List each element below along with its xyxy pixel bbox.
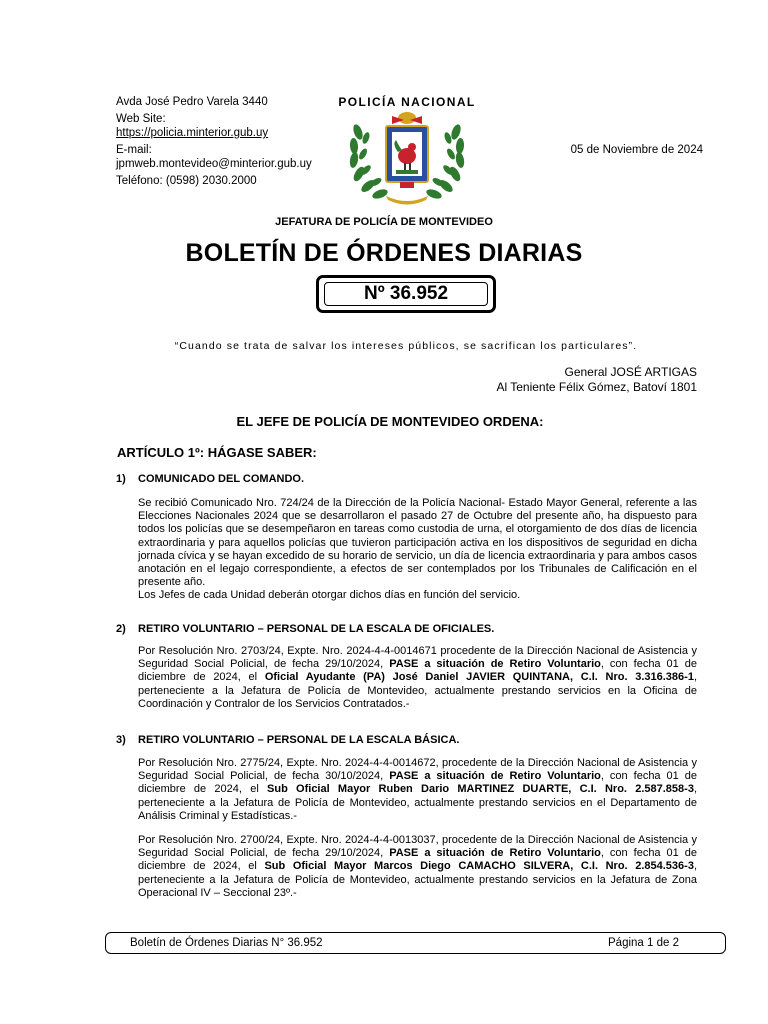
- attribution-source: Al Teniente Félix Gómez, Batoví 1801: [496, 379, 697, 394]
- paragraph-text: Por Resolución Nro. 2703/24, Expte. Nro. 2024-4-4-0014671 procedente de la Dirección Nacional de Asistencia y Seguridad Social Policial, de fecha 29/10/2024,: [138, 645, 697, 671]
- bulletin-title: BOLETÍN DE ÓRDENES DIARIAS: [185, 239, 583, 267]
- section-title: RETIRO VOLUNTARIO – PERSONAL DE LA ESCALA BÁSICA.: [138, 734, 460, 746]
- paragraph-text: Se recibió Comunicado Nro. 724/24 de la Dirección de la Policía Nacional- Estado Mayor General, referente a las Elecciones Nacionales 2024 que se desarrollaron el pasado 27 de Octubre del presente año, ha dispuesto para todos los policías que se desempeñaron en tareas como custodia de urna, el otorgamiento de dos días de licencia extraordinaria y para aquellos policías que tuvieron participación activa en los dispositivos de seguridad en dicha jornada cívica y se hayan excedido de su horario de servicio, un día de licencia extraordinaria y para ambos casos anotación en el legajo correspondiente, a efectos de ser contemplados por los Tribunales de Calificación en el presente año.: [138, 497, 697, 589]
- email-address[interactable]: jpmweb.montevideo@minterior.gub.uy: [116, 158, 312, 170]
- attribution-author: General JOSÉ ARTIGAS: [564, 365, 697, 379]
- paragraph-bold: PASE a situación de Retiro Voluntario: [389, 847, 601, 860]
- paragraph-bold: PASE a situación de Retiro Voluntario: [389, 770, 601, 783]
- footer-bulletin-ref: Boletín de Órdenes Diarias N° 36.952: [130, 937, 323, 949]
- section-number: 3): [116, 734, 126, 746]
- section-paragraph: [138, 834, 697, 900]
- address: Avda José Pedro Varela 3440: [116, 96, 268, 108]
- police-emblem-icon: [346, 110, 468, 206]
- paragraph-text: , con fecha 01 de diciembre de 2024, el: [138, 770, 697, 796]
- orders-heading: EL JEFE DE POLICÍA DE MONTEVIDEO ORDENA:: [236, 414, 544, 429]
- paragraph-text: Por Resolución Nro. 2775/24, Expte. Nro. 2024-4-4-0014672, procedente de la Dirección Nacional de Asistencia y Seguridad Social Policial, de fecha 30/10/2024,: [138, 757, 697, 783]
- paragraph-bold: Sub Oficial Mayor Marcos Diego CAMACHO SILVERA, C.I. Nro. 2.854.536-3: [264, 860, 694, 873]
- section-paragraph: [138, 497, 697, 603]
- paragraph-text: , con fecha 01 de diciembre de 2024, el: [138, 847, 697, 873]
- bulletin-number: Nº 36.952: [324, 282, 488, 306]
- paragraph-note: Los Jefes de cada Unidad deberán otorgar dichos días en función del servicio.: [138, 589, 521, 602]
- paragraph-bold: Oficial Ayudante (PA) José Daniel JAVIER QUINTANA, C.I. Nro. 3.316.386-1: [264, 671, 694, 684]
- website-link[interactable]: https://policia.minterior.gub.uy: [116, 127, 269, 139]
- footer-page-number: Página 1 de 2: [608, 937, 679, 949]
- section-title: RETIRO VOLUNTARIO – PERSONAL DE LA ESCALA DE OFICIALES.: [138, 623, 495, 635]
- email-label: E-mail:: [116, 144, 152, 156]
- section-number: 2): [116, 623, 126, 635]
- section-title: COMUNICADO DEL COMANDO.: [138, 473, 305, 485]
- paragraph-text: , perteneciente a la Jefatura de Policía de Montevideo, actualmente prestando servicios en la Oficina de Coordinación y Contralor de los Servicios Contratados.-: [138, 671, 698, 710]
- quote-attribution: [400, 365, 697, 394]
- section-paragraph: [138, 645, 697, 711]
- paragraph-text: , perteneciente a la Jefatura de Policía de Montevideo, actualmente prestando servicios en el Departamento de Análisis Criminal y Estadísticas.-: [138, 783, 698, 822]
- paragraph-text: Por Resolución Nro. 2700/24, Expte. Nro. 2024-4-4-0013037, procedente de la Dirección Nacional de Asistencia y Seguridad Social Policial, de fecha 29/10/2024,: [138, 834, 697, 860]
- artigas-quote: “Cuando se trata de salvar los intereses públicos, se sacrifican los particulares”.: [174, 340, 638, 352]
- section-number: 1): [116, 473, 126, 485]
- article-heading: ARTÍCULO 1º: HÁGASE SABER:: [117, 445, 317, 460]
- section-paragraph: [138, 757, 697, 823]
- agency-name: POLICÍA NACIONAL: [338, 95, 476, 109]
- bulletin-number-box: [316, 275, 496, 313]
- phone: Teléfono: (0598) 2030.2000: [116, 175, 257, 187]
- paragraph-bold: Sub Oficial Mayor Ruben Dario MARTINEZ DUARTE, C.I. Nro. 2.587.858-3: [267, 783, 694, 796]
- paragraph-bold: PASE a situación de Retiro Voluntario: [389, 658, 601, 671]
- page-footer: [105, 932, 726, 954]
- document-date: 05 de Noviembre de 2024: [570, 144, 703, 156]
- website-label: Web Site:: [116, 113, 166, 125]
- jefatura-heading: JEFATURA DE POLICÍA DE MONTEVIDEO: [275, 216, 493, 228]
- paragraph-text: , perteneciente a la Jefatura de Policía de Montevideo, actualmente prestando servicios en la Jefatura de Zona Operacional IV – Seccional 23º.-: [138, 860, 697, 899]
- paragraph-text: , con fecha 01 de diciembre de 2024, el: [138, 658, 697, 684]
